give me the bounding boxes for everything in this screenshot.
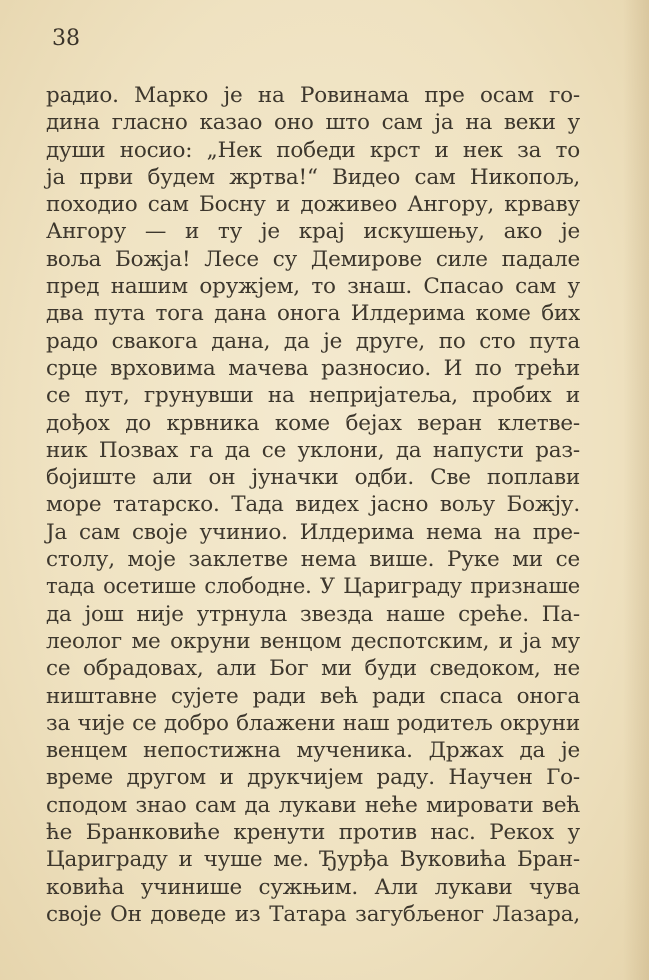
text-line: да још није утрнула звезда наше среће. Па- — [46, 601, 580, 627]
text-line: ће Бранковиће кренути против нас. Рекох у — [46, 820, 580, 846]
body-text — [46, 82, 580, 928]
text-line: пред нашим оружјем, то знаш. Спасао сам у — [46, 274, 580, 300]
text-line: походио сам Босну и доживео Ангору, крваву — [46, 192, 580, 218]
text-line: воља Божја! Лесе су Демирове силе падале — [46, 246, 580, 272]
text-line: два пута тога дана онога Илдерима коме бих — [46, 301, 580, 327]
text-line: души носио: „Нек победи крст и нек за то — [46, 137, 580, 163]
text-line: Ангору — и ту је крај искушењу, ако је — [46, 219, 580, 245]
text-line: тада осетише слободне. У Цариграду признаше — [46, 574, 580, 599]
text-line: срце врховима мачева разносио. И по трећи — [46, 355, 580, 381]
text-line: леолог ме окруни венцом деспотским, и ја му — [46, 628, 580, 654]
text-line: дођох до крвника коме бејах веран клетве- — [46, 410, 580, 436]
text-line: дина гласно казао оно што сам ја на веки у — [46, 110, 580, 136]
text-line: за чије се добро блажени наш родитељ окруни — [46, 710, 580, 736]
text-line: се обрадовах, али Бог ми буди сведоком, не — [46, 656, 580, 682]
text-line: Цариграду и чуше ме. Ђурђа Вуковића Бран- — [46, 847, 580, 873]
text-line: време другом и друкчијем раду. Научен Го- — [46, 765, 580, 791]
text-line: столу, моје заклетве нема више. Руке ми се — [46, 547, 580, 573]
text-line: ништавне сујете ради већ ради спаса онога — [46, 683, 580, 709]
text-line: море татарско. Тада видех јасно вољу Божју. — [46, 492, 580, 518]
page-edge-shadow — [623, 0, 649, 980]
text-line: радио. Марко је на Ровинама пре осам го- — [46, 83, 580, 108]
text-line: Ја сам своје учинио. Илдерима нема на пре- — [46, 519, 580, 545]
text-line: венцем непостижна мученика. Држах да је — [46, 738, 580, 764]
text-line: сподом знао сам да лукави неће мировати већ — [46, 792, 580, 818]
text-line: се пут, грунувши на непријатеља, пробих и — [46, 383, 580, 409]
text-line: бојиште али он јуначки одби. Све поплави — [46, 465, 580, 491]
text-line: своје Он доведе из Татара загубљеног Лазара, — [46, 901, 580, 927]
text-line: радо свакога дана, да је друге, по сто пута — [46, 328, 580, 354]
text-line: ник Позвах га да се уклони, да напусти раз- — [46, 437, 580, 463]
page-number: 38 — [52, 26, 80, 51]
text-line: ја први будем жртва!“ Видео сам Никопољ, — [46, 164, 580, 190]
text-line: ковића учинише сужњим. Али лукави чува — [46, 874, 580, 900]
